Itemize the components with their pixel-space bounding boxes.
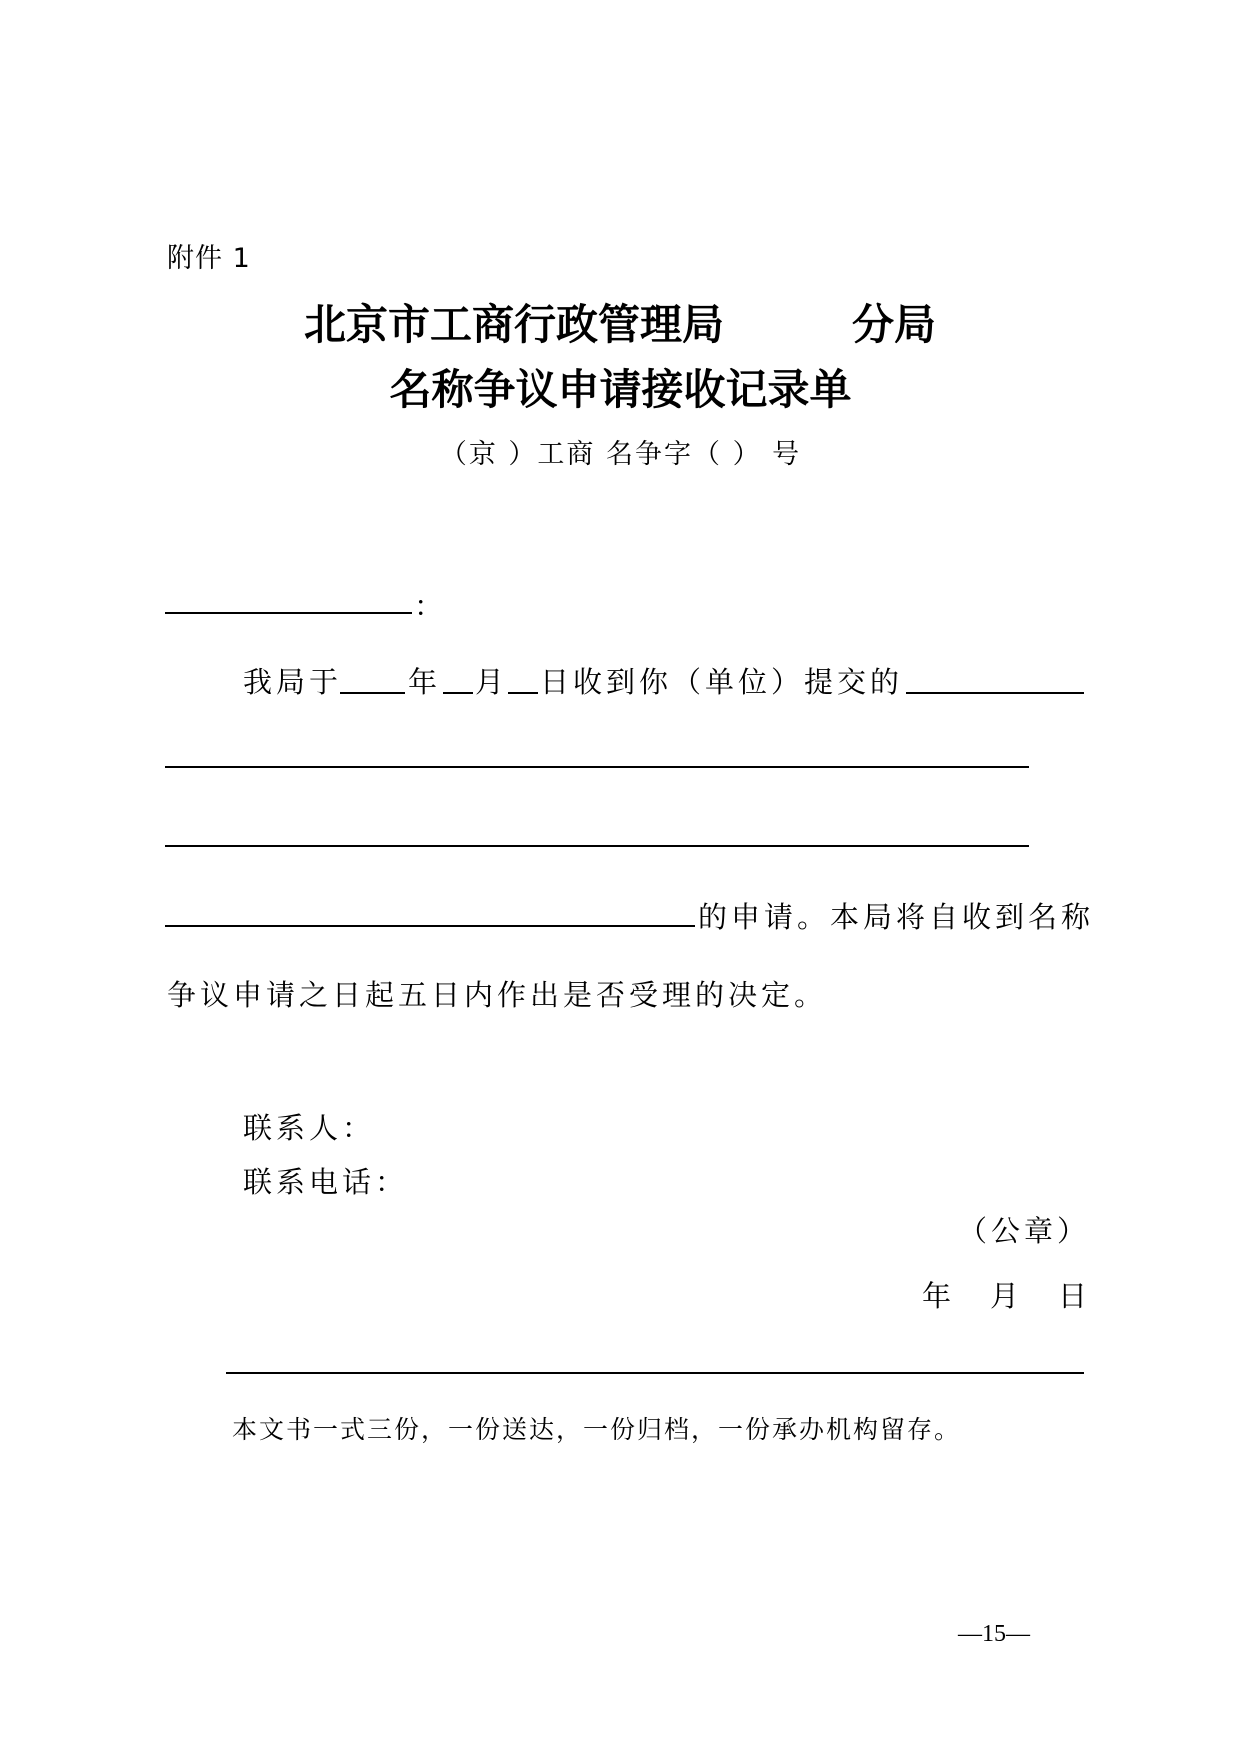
- date-month: 月: [990, 1279, 1020, 1313]
- application-blank-2[interactable]: [165, 766, 1029, 768]
- official-seal-label: （公章）: [958, 1214, 1091, 1248]
- month-label: 月: [475, 665, 509, 699]
- day-blank[interactable]: [508, 692, 538, 694]
- contact-person-label: 联系人：: [243, 1111, 376, 1145]
- application-blank-1[interactable]: [906, 692, 1084, 694]
- attachment-label: 附件 1: [167, 243, 251, 274]
- addressee-blank[interactable]: [165, 612, 412, 614]
- page-number: —15—: [958, 1621, 1030, 1647]
- title-line2: 名称争议申请接收记录单: [389, 365, 852, 414]
- contact-phone-label: 联系电话：: [243, 1165, 409, 1199]
- para1-prefix: 我局于: [243, 665, 343, 699]
- application-blank-4[interactable]: [165, 925, 695, 927]
- date-year: 年: [922, 1279, 952, 1313]
- day-received-text: 日收到你（单位）提交的: [540, 665, 904, 699]
- title-line1-right: 分局: [852, 300, 937, 349]
- document-number: （京 ）工商 名争字（ ） 号: [439, 439, 802, 470]
- title-line1-left: 北京市工商行政管理局: [304, 300, 725, 349]
- year-label: 年: [408, 665, 442, 699]
- date-day: 日: [1058, 1279, 1088, 1313]
- date-line: [922, 1274, 1087, 1315]
- para2: 争议申请之日起五日内作出是否受理的决定。: [167, 978, 828, 1012]
- para1-suffix: 的申请。本局将自收到名称: [698, 900, 1095, 934]
- footer-divider: [226, 1372, 1084, 1374]
- month-blank[interactable]: [443, 692, 473, 694]
- application-blank-3[interactable]: [165, 845, 1029, 847]
- footer-note: 本文书一式三份，一份送达，一份归档，一份承办机构留存。: [232, 1415, 962, 1444]
- year-blank[interactable]: [340, 692, 405, 694]
- addressee-colon: ：: [414, 589, 448, 623]
